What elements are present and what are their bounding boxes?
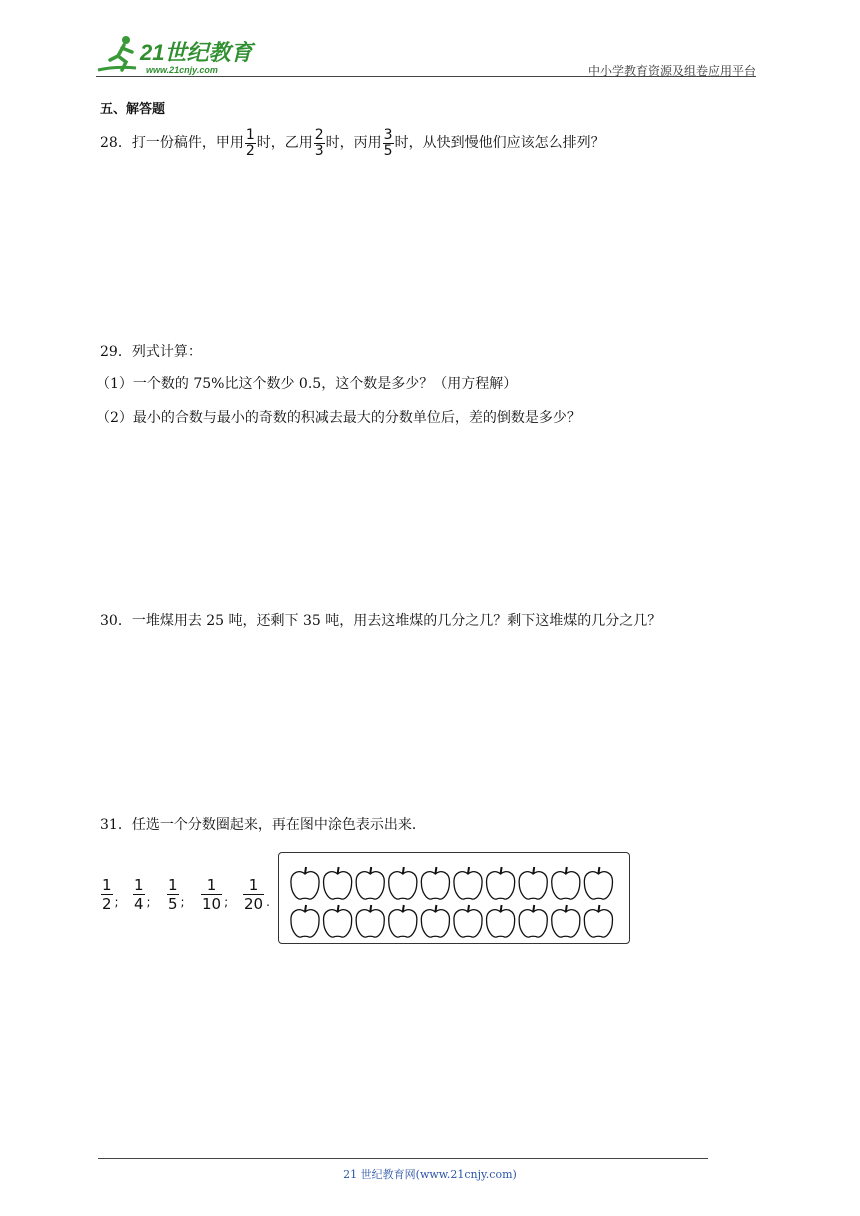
q29-sub1: （1）一个数的 75%比这个数少 0.5，这个数是多少？（用方程解） (96, 376, 518, 392)
fraction-separator: ; (114, 895, 119, 909)
apple-icon[interactable] (487, 867, 515, 899)
q29-title: 29．列式计算： (100, 344, 202, 360)
q28-text-4: 时，从快到慢他们应该怎么排列？ (394, 135, 605, 151)
fraction-denominator: 2 (245, 142, 255, 159)
apple-icon[interactable] (552, 905, 580, 937)
logo-text: 21世纪教育 (140, 40, 253, 65)
q28-fraction-3 (383, 128, 394, 159)
fraction-choice-half[interactable] (100, 876, 119, 913)
footer-text: 21 世纪教育网(www.21cnjy.com) (343, 1168, 517, 1181)
fraction-denominator: 5 (383, 142, 393, 159)
footer-divider (98, 1158, 708, 1159)
apple-icon[interactable] (519, 905, 547, 937)
fraction-denominator: 2 (102, 895, 112, 913)
fraction-choice-tenth[interactable] (200, 876, 228, 913)
fraction-denominator: 4 (134, 895, 144, 913)
apple-icon[interactable] (584, 905, 612, 937)
fraction-numerator: 1 (168, 876, 178, 894)
fraction-separator: ; (180, 895, 185, 909)
fraction-numerator: 3 (383, 126, 393, 143)
fraction-numerator: 2 (314, 126, 324, 143)
fraction-separator: ; (146, 895, 151, 909)
q28-fraction-2 (314, 128, 325, 159)
apple-icon[interactable] (454, 905, 482, 937)
apple-icon[interactable] (552, 867, 580, 899)
apple-icon[interactable] (519, 867, 547, 899)
header-divider (96, 76, 756, 77)
fraction-numerator: 1 (134, 876, 144, 894)
q30-text: 30．一堆煤用去 25 吨，还剩下 35 吨，用去这堆煤的几分之几？剩下这堆煤的几分之几？ (100, 613, 662, 629)
apple-icon[interactable] (291, 867, 319, 899)
fraction-choice-quarter[interactable] (132, 876, 151, 913)
question-28 (100, 126, 605, 160)
fraction-choice-fifth[interactable] (166, 876, 185, 913)
q28-text-2: 时，乙用 (256, 135, 313, 151)
apple-icon[interactable] (421, 867, 449, 899)
site-logo (96, 30, 266, 78)
fraction-denominator: 10 (202, 895, 222, 913)
apple-icon[interactable] (487, 905, 515, 937)
apple-icon[interactable] (454, 867, 482, 899)
apple-icon[interactable] (291, 905, 319, 937)
section-title: 五、解答题 (100, 102, 166, 117)
q31-text: 31．任选一个分数圈起来，再在图中涂色表示出来． (100, 817, 426, 833)
q28-number: 28． (100, 135, 132, 151)
fraction-denominator: 5 (168, 895, 178, 913)
apple-icon[interactable] (389, 867, 417, 899)
apple-icon[interactable] (356, 867, 384, 899)
apple-grid (278, 852, 630, 944)
q28-text-3: 时，丙用 (325, 135, 382, 151)
apple-icon[interactable] (389, 905, 417, 937)
q29-sub2: （2）最小的合数与最小的奇数的积减去最大的分数单位后，差的倒数是多少？ (96, 410, 581, 426)
q28-text-1: 打一份稿件，甲用 (131, 135, 244, 151)
fraction-numerator: 1 (243, 876, 264, 895)
fraction-denominator: 20 (244, 895, 264, 913)
apple-icon[interactable] (584, 867, 612, 899)
apple-icon[interactable] (421, 905, 449, 937)
fraction-numerator: 1 (201, 876, 222, 895)
apple-grid-drawing (279, 853, 631, 945)
apple-icon[interactable] (324, 905, 352, 937)
fraction-choice-twentieth[interactable] (242, 876, 270, 913)
logo-url: www.21cnjy.com (146, 65, 218, 75)
fraction-separator: . (266, 895, 270, 909)
header-platform-text: 中小学教育资源及组卷应用平台 (587, 64, 756, 78)
page-header (96, 30, 756, 78)
apple-icon[interactable] (356, 905, 384, 937)
fraction-numerator: 1 (102, 876, 112, 894)
apple-icon[interactable] (324, 867, 352, 899)
fraction-separator: ; (224, 895, 229, 909)
q28-fraction-1 (245, 128, 256, 159)
fraction-numerator: 1 (245, 126, 255, 143)
fraction-denominator: 3 (314, 142, 324, 159)
